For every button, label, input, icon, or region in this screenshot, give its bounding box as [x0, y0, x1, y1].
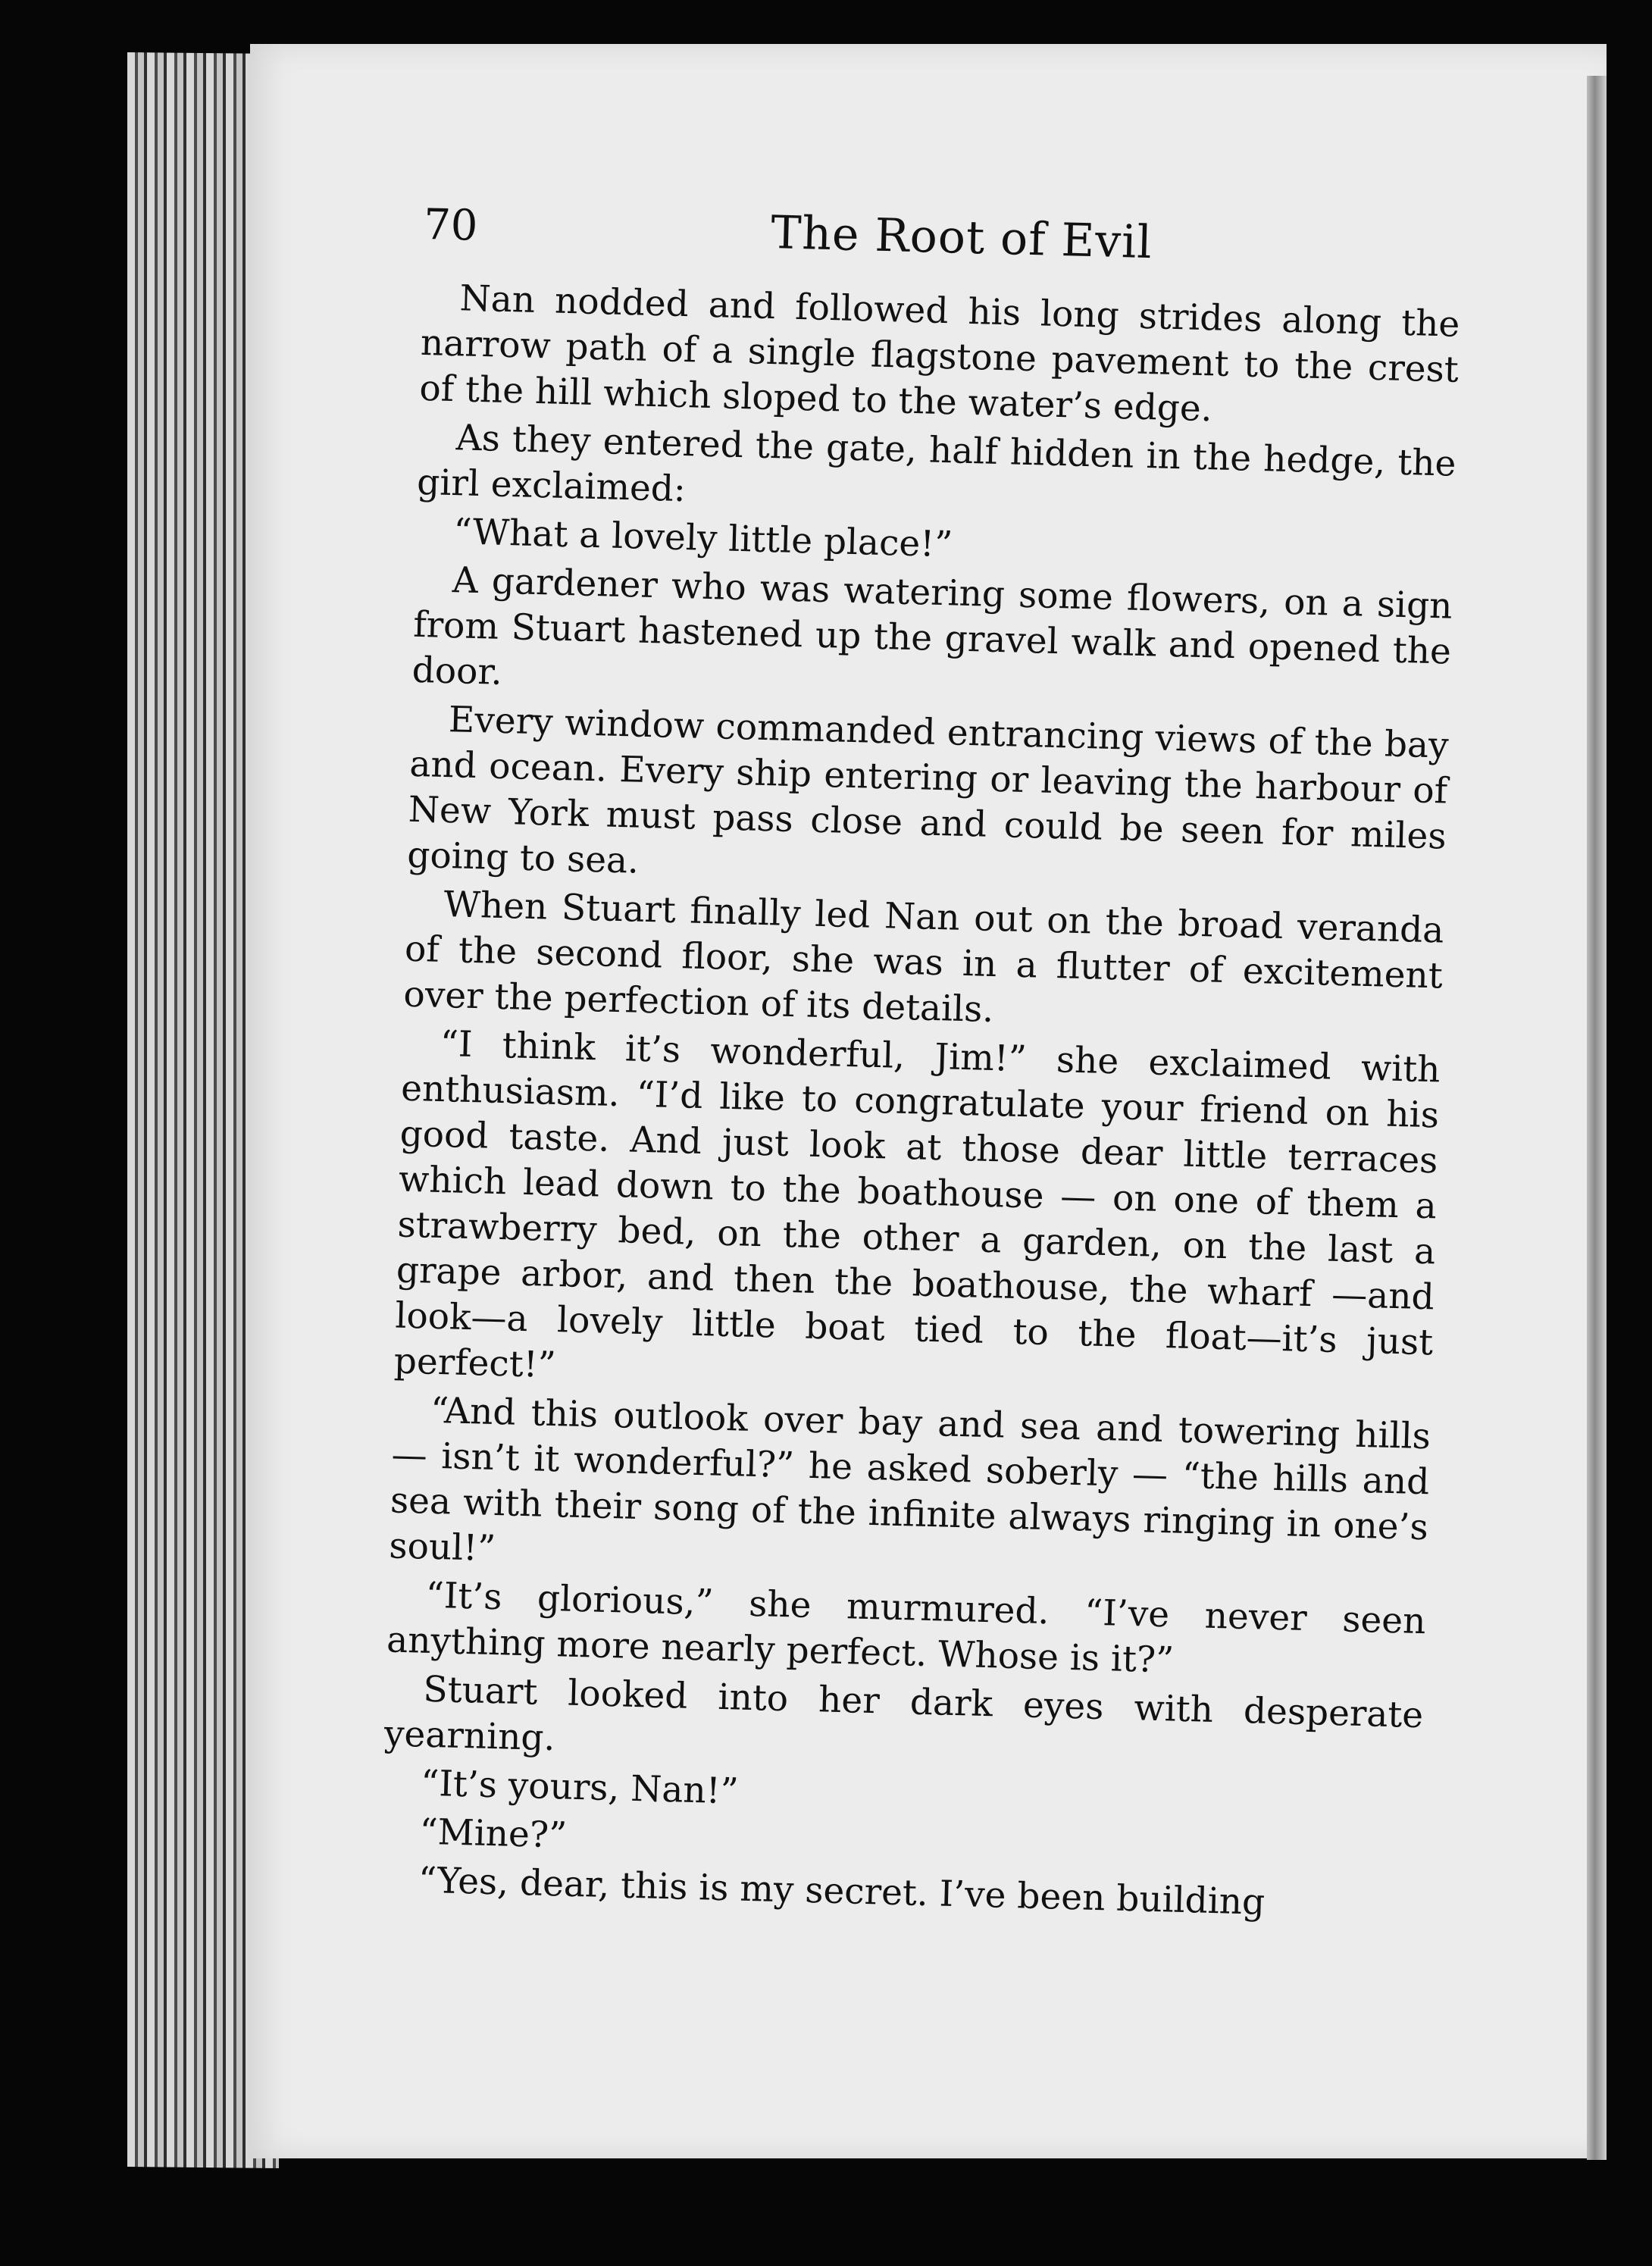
paragraph: A gardener who was watering some flowers, on a sign from Stuart hastened up the gravel walk and opened the door. — [411, 559, 1453, 693]
paragraph: “I think it’s wonderful, Jim!” she exclaimed with enthusiasm. “I’d like to congratulate your friend on his good taste. And just look at those dear little terraces which lead down to the boathouse — on one of them a strawberry bed, on the other a garden, on the last a grape arbor, and then the boathouse, the wharf —and look—a lovely little boat tied to the float—it’s just perfect!” — [393, 1022, 1441, 1387]
paragraph: “It’s glorious,” she murmured. “I’ve never seen anything more nearly perfect. Whose is it?” — [386, 1574, 1427, 1682]
page-right-edge — [1587, 76, 1607, 2160]
paragraph: “It’s yours, Nan!” — [420, 1762, 740, 1813]
paragraph: “Mine?” — [418, 1811, 568, 1857]
paragraph: When Stuart finally led Nan out on the broad veranda of the second floor, she was in a flutter of excitement over the perfection of its details. — [402, 884, 1444, 1031]
paragraph: Every window commanded entrancing views of the bay and ocean. Every ship entering or leaving the harbour of New York must pass close and could be seen for miles going to sea. — [406, 699, 1450, 882]
paragraph: “And this outlook over bay and sea and towering hills — isn’t it wonderful?” he asked soberly — “the hills and sea with their song of the infinite always ringing in one’s soul!” — [388, 1389, 1431, 1570]
paragraph: “What a lovely little place!” — [452, 511, 953, 566]
page-number: 70 — [423, 200, 479, 251]
paragraph: As they entered the gate, half hidden in the hedge, the girl exclaimed: — [416, 417, 1457, 511]
running-title: The Root of Evil — [770, 205, 1153, 270]
paragraph: Stuart looked into her dark eyes with desperate yearning. — [383, 1668, 1424, 1760]
paragraph: “Yes, dear, this is my secret. I’ve been building — [418, 1859, 1266, 1923]
paragraph: Nan nodded and followed his long strides along the narrow path of a single flagstone pavement to the crest of the hill which sloped to the water’s edge. — [418, 277, 1460, 430]
page-text-block — [380, 201, 1462, 1933]
